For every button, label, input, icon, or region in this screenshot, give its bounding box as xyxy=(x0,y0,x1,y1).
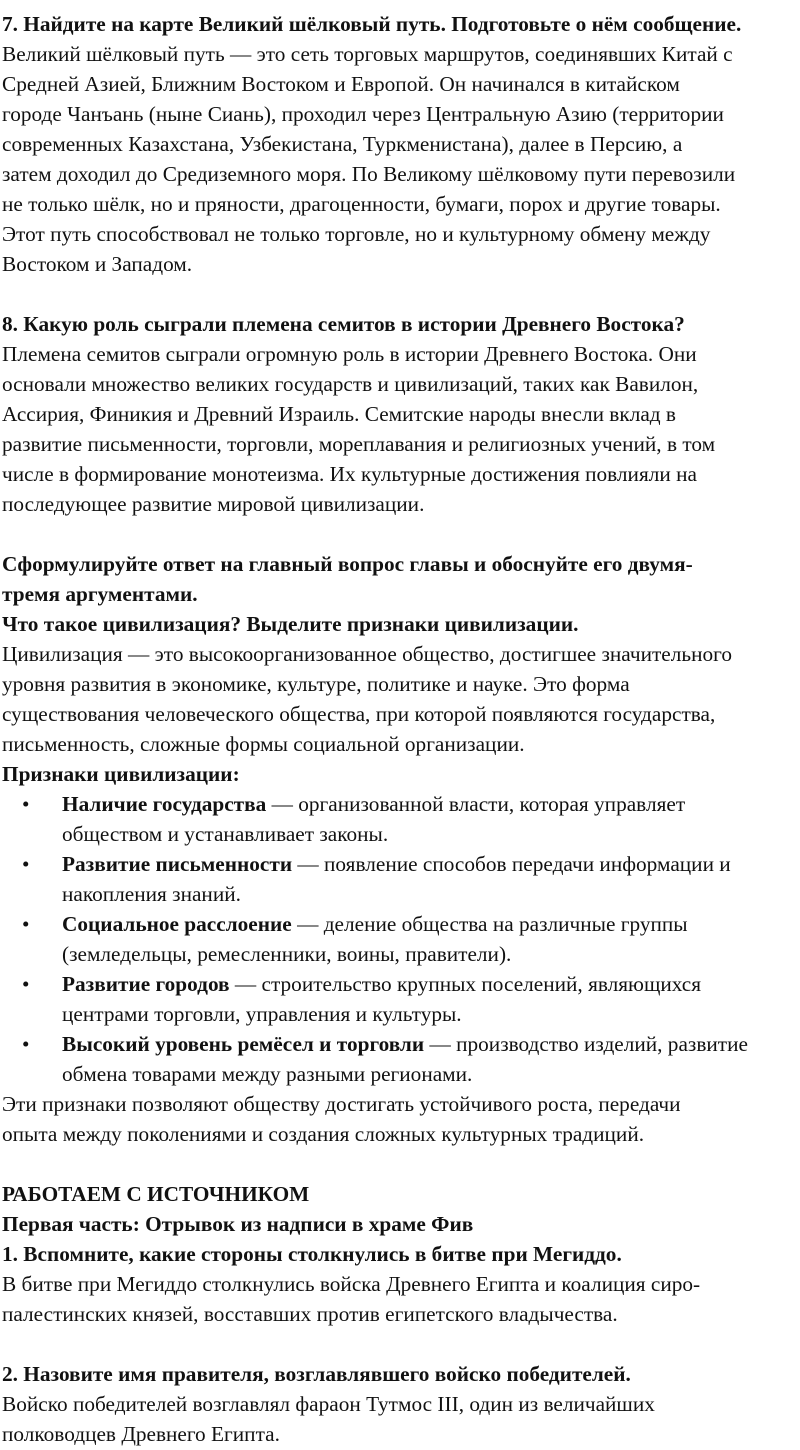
text-line xyxy=(2,339,800,369)
bullet-icon: • xyxy=(22,972,30,996)
text-line xyxy=(2,249,800,279)
line-text: Востоком и Западом. xyxy=(2,252,193,276)
text-line xyxy=(2,1359,800,1389)
text-line xyxy=(2,729,800,759)
text-line xyxy=(2,1419,800,1449)
section-heading xyxy=(2,549,800,609)
text-line xyxy=(2,69,800,99)
text-line xyxy=(2,1119,800,1149)
text-line xyxy=(2,1269,800,1299)
line-text: 2. Назовите имя правителя, возглавлявшего войско победителей. xyxy=(2,1362,631,1386)
line-text: городе Чанъань (ныне Сиань), проходил через Центральную Азию (территории xyxy=(2,102,724,126)
text-line xyxy=(2,309,800,339)
blank-line xyxy=(2,1149,800,1179)
text-line xyxy=(2,1179,800,1209)
line-text: Средней Азией, Ближним Востоком и Европой. Он начинался в китайском xyxy=(2,72,680,96)
bullet-item xyxy=(2,789,800,849)
line-text: 1. Вспомните, какие стороны столкнулись в битве при Мегиддо. xyxy=(2,1242,622,1266)
bullet-term: Развитие письменности xyxy=(62,852,293,876)
text-line xyxy=(2,39,800,69)
text-line xyxy=(2,399,800,429)
text-line xyxy=(2,189,800,219)
text-line xyxy=(2,639,800,669)
text-line xyxy=(2,699,800,729)
section-heading xyxy=(2,9,800,39)
line-text: Цивилизация — это высокоорганизованное общество, достигшее значительного xyxy=(2,642,732,666)
line-text: накопления знаний. xyxy=(62,882,241,906)
line-text: Этот путь способствовал не только торговле, но и культурному обмену между xyxy=(2,222,711,246)
line-text: — организованной власти, которая управляет xyxy=(266,792,686,816)
line-text: не только шёлк, но и пряности, драгоценности, бумаги, порох и другие товары. xyxy=(2,192,721,216)
line-text: (земледельцы, ремесленники, воины, правители). xyxy=(62,942,512,966)
line-text: РАБОТАЕМ С ИСТОЧНИКОМ xyxy=(2,1182,310,1206)
text-line xyxy=(2,159,800,189)
line-text: палестинских князей, восставших против египетского владычества. xyxy=(2,1302,618,1326)
text-line xyxy=(2,1089,800,1119)
text-line xyxy=(2,459,800,489)
bullet-item xyxy=(2,1029,800,1089)
text-line xyxy=(2,609,800,639)
line-text: письменность, сложные формы социальной организации. xyxy=(2,732,525,756)
section-heading xyxy=(2,1359,800,1389)
bullet-term: Развитие городов xyxy=(62,972,230,996)
text-line xyxy=(2,99,800,129)
section-heading xyxy=(2,309,800,339)
text-line xyxy=(2,129,800,159)
bullet-item xyxy=(2,969,800,1029)
text-line xyxy=(2,9,800,39)
text-line xyxy=(2,999,800,1029)
text-line xyxy=(2,429,800,459)
text-line xyxy=(2,219,800,249)
line-text: числе в формирование монотеизма. Их культурные достижения повлияли на xyxy=(2,462,697,486)
paragraph xyxy=(2,1089,800,1149)
section-heading xyxy=(2,1179,800,1209)
paragraph xyxy=(2,1389,800,1449)
paragraph xyxy=(2,39,800,279)
text-line xyxy=(2,1299,800,1329)
line-text: Племена семитов сыграли огромную роль в истории Древнего Востока. Они xyxy=(2,342,697,366)
text-line xyxy=(2,579,800,609)
document-body xyxy=(2,9,800,1449)
paragraph xyxy=(2,1269,800,1329)
bullet-term: Высокий уровень ремёсел и торговли xyxy=(62,1032,425,1056)
line-text: современных Казахстана, Узбекистана, Туркменистана), далее в Персию, а xyxy=(2,132,683,156)
line-text: 8. Какую роль сыграли племена семитов в истории Древнего Востока? xyxy=(2,312,685,336)
line-text: Первая часть: Отрывок из надписи в храме Фив xyxy=(2,1212,474,1236)
line-text: центрами торговли, управления и культуры. xyxy=(62,1002,462,1026)
line-text: основали множество великих государств и цивилизаций, таких как Вавилон, xyxy=(2,372,699,396)
text-line xyxy=(2,1239,800,1269)
section-heading xyxy=(2,1239,800,1269)
bullet-icon: • xyxy=(22,912,30,936)
text-line xyxy=(2,1029,800,1059)
blank-line xyxy=(2,519,800,549)
paragraph xyxy=(2,639,800,759)
line-text: Сформулируйте ответ на главный вопрос главы и обоснуйте его двумя- xyxy=(2,552,693,576)
line-text: обществом и устанавливает законы. xyxy=(62,822,389,846)
line-text: В битве при Мегиддо столкнулись войска Древнего Египта и коалиция сиро- xyxy=(2,1272,701,1296)
section-heading xyxy=(2,609,800,639)
line-text: Великий шёлковый путь — это сеть торговых маршрутов, соединявших Китай с xyxy=(2,42,733,66)
line-text: — строительство крупных поселений, являющихся xyxy=(229,972,702,996)
text-line xyxy=(2,819,800,849)
text-line xyxy=(2,879,800,909)
line-text: Ассирия, Финикия и Древний Израиль. Семитские народы внесли вклад в xyxy=(2,402,676,426)
text-line xyxy=(2,1389,800,1419)
blank-line xyxy=(2,1329,800,1359)
line-text: — деление общества на различные группы xyxy=(291,912,688,936)
text-line xyxy=(2,789,800,819)
bullet-icon: • xyxy=(22,792,30,816)
text-line xyxy=(2,939,800,969)
text-line xyxy=(2,549,800,579)
bullet-item xyxy=(2,849,800,909)
text-line xyxy=(2,669,800,699)
text-line xyxy=(2,969,800,999)
line-text: — появление способов передачи информации и xyxy=(292,852,731,876)
blank-line xyxy=(2,279,800,309)
bullet-icon: • xyxy=(22,852,30,876)
line-text: затем доходил до Средиземного моря. По Великому шёлковому пути перевозили xyxy=(2,162,736,186)
text-line xyxy=(2,849,800,879)
text-line xyxy=(2,759,800,789)
bullet-icon: • xyxy=(22,1032,30,1056)
line-text: полководцев Древнего Египта. xyxy=(2,1422,280,1446)
line-text: последующее развитие мировой цивилизации. xyxy=(2,492,425,516)
text-line xyxy=(2,1209,800,1239)
bullet-item xyxy=(2,909,800,969)
text-line xyxy=(2,369,800,399)
line-text: Признаки цивилизации: xyxy=(2,762,240,786)
line-text: тремя аргументами. xyxy=(2,582,198,606)
line-text: Что такое цивилизация? Выделите признаки цивилизации. xyxy=(2,612,579,636)
line-text: уровня развития в экономике, культуре, политике и науке. Это форма xyxy=(2,672,630,696)
text-line xyxy=(2,909,800,939)
line-text: Эти признаки позволяют обществу достигать устойчивого роста, передачи xyxy=(2,1092,681,1116)
section-heading xyxy=(2,759,800,789)
line-text: развитие письменности, торговли, мореплавания и религиозных учений, в том xyxy=(2,432,716,456)
line-text: опыта между поколениями и создания сложных культурных традиций. xyxy=(2,1122,645,1146)
bullet-term: Социальное расслоение xyxy=(62,912,292,936)
text-line xyxy=(2,1059,800,1089)
text-line xyxy=(2,489,800,519)
line-text: 7. Найдите на карте Великий шёлковый путь. Подготовьте о нём сообщение. xyxy=(2,12,742,36)
bullet-term: Наличие государства xyxy=(62,792,267,816)
paragraph xyxy=(2,339,800,519)
line-text: обмена товарами между разными регионами. xyxy=(62,1062,473,1086)
section-heading xyxy=(2,1209,800,1239)
line-text: существования человеческого общества, при которой появляются государства, xyxy=(2,702,716,726)
line-text: Войско победителей возглавлял фараон Тутмос III, один из величайших xyxy=(2,1392,655,1416)
line-text: — производство изделий, развитие xyxy=(424,1032,748,1056)
